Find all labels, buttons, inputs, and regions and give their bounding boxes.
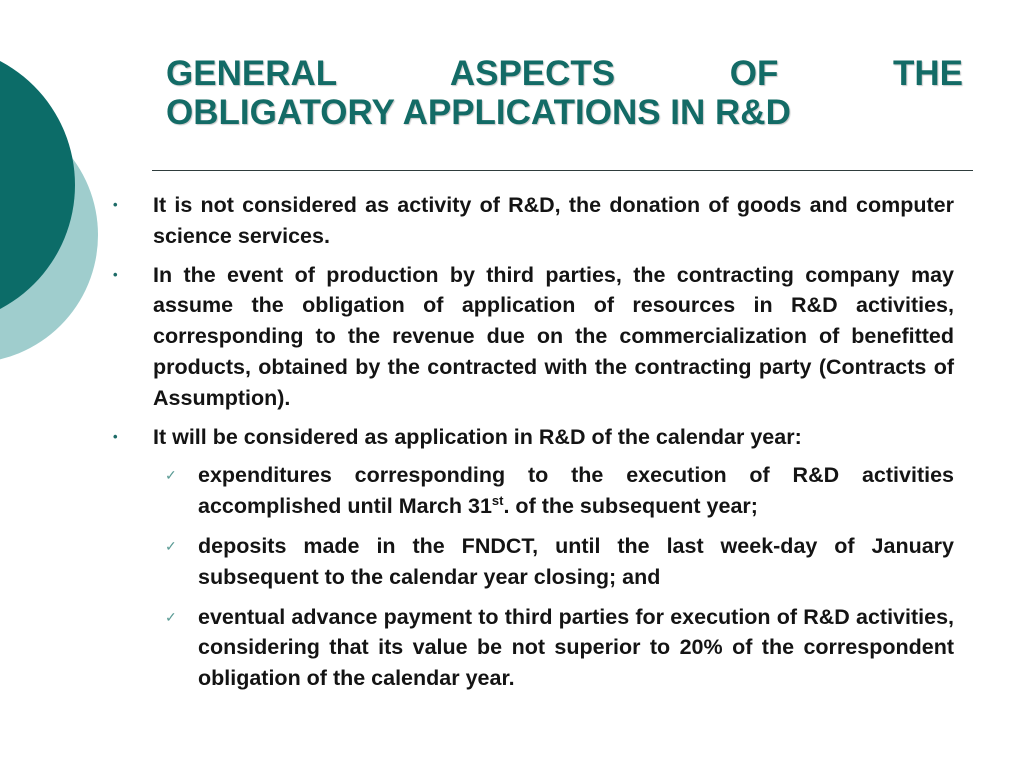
bullet-icon: • — [113, 266, 118, 282]
bullet-item-third-parties — [108, 260, 954, 414]
title-divider — [152, 170, 973, 171]
bullet-list — [108, 190, 954, 703]
checkmark-icon: ✓ — [165, 537, 177, 554]
checkmark-icon: ✓ — [165, 608, 177, 625]
sub-item-text-before: expenditures corresponding to the execution of R&D activities accomplished until March 31 — [198, 463, 954, 519]
sub-item-deposits — [153, 531, 954, 593]
decorative-circles — [0, 0, 110, 420]
title-line-1: GENERAL ASPECTS OF THE — [166, 54, 963, 93]
sub-item-text — [198, 463, 954, 518]
bullet-icon: • — [113, 197, 118, 212]
sub-item-expenditures — [153, 460, 954, 522]
title-line-2: OBLIGATORY APPLICATIONS IN R&D — [166, 93, 791, 132]
checkmark-icon: ✓ — [165, 467, 177, 484]
sub-item-advance-payment — [153, 602, 954, 694]
sub-item-text: eventual advance payment to third parties for execution of R&D activities, considering that its value be not superior to 20% of the correspondent obligation of the calendar year. — [198, 604, 954, 691]
slide-title — [166, 54, 963, 132]
bullet-icon: • — [113, 428, 118, 444]
bullet-item-donation — [108, 190, 954, 252]
sub-item-text: deposits made in the FNDCT, until the last week-day of January subsequent to the calendar year closing; and — [198, 533, 954, 589]
sub-list — [153, 460, 954, 694]
bullet-item-calendar-year — [108, 422, 954, 694]
bullet-text: It will be considered as application in R&D of the calendar year: — [153, 424, 802, 449]
bullet-text: It is not considered as activity of R&D, the donation of goods and computer science services. — [153, 193, 954, 248]
bullet-text: In the event of production by third parties, the contracting company may assume the obligation of application of resources in R&D activities, corresponding to the revenue due on the commercialization of benefitted products, obtained by the contracted with the contracting party (Contracts of Assumption). — [153, 262, 954, 410]
ordinal-superscript: st — [491, 493, 504, 509]
sub-item-text-after: . of the subsequent year; — [503, 494, 758, 519]
